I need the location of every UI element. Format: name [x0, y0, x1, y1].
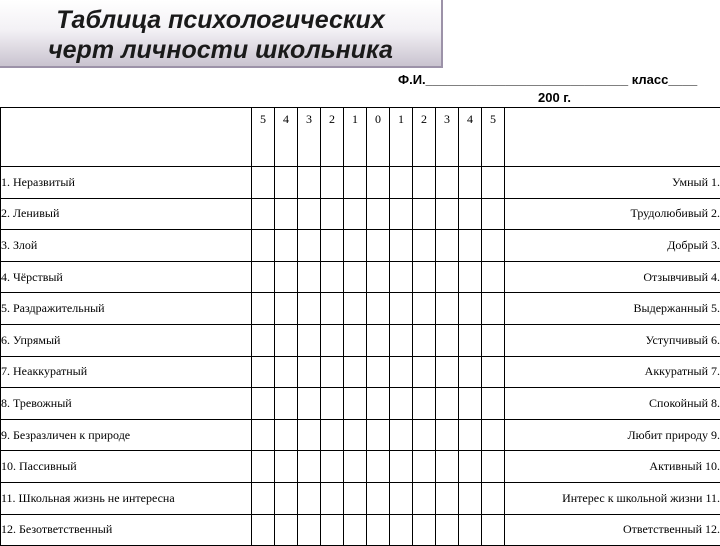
- rating-cell[interactable]: [321, 356, 344, 388]
- rating-cell[interactable]: [482, 230, 505, 262]
- rating-cell[interactable]: [390, 356, 413, 388]
- rating-cell[interactable]: [367, 293, 390, 325]
- rating-cell[interactable]: [482, 167, 505, 199]
- rating-cell[interactable]: [482, 451, 505, 483]
- rating-cell[interactable]: [321, 261, 344, 293]
- rating-cell[interactable]: [482, 261, 505, 293]
- rating-cell[interactable]: [298, 261, 321, 293]
- rating-cell[interactable]: [252, 356, 275, 388]
- rating-cell[interactable]: [367, 482, 390, 514]
- negative-trait-label: 1. Неразвитый: [1, 167, 252, 199]
- rating-cell[interactable]: [482, 388, 505, 420]
- rating-cell[interactable]: [436, 451, 459, 483]
- rating-cell[interactable]: [436, 230, 459, 262]
- rating-cell[interactable]: [275, 261, 298, 293]
- rating-cell[interactable]: [275, 167, 298, 199]
- trait-row: [1, 198, 720, 230]
- negative-trait-label: 5. Раздражительный: [1, 293, 252, 325]
- positive-trait-label: Ответственный 12.: [505, 514, 720, 546]
- rating-cell[interactable]: [344, 451, 367, 483]
- trait-row: [1, 230, 720, 262]
- rating-cell[interactable]: [436, 419, 459, 451]
- rating-cell[interactable]: [459, 388, 482, 420]
- rating-cell[interactable]: [252, 167, 275, 199]
- rating-cell[interactable]: [413, 482, 436, 514]
- trait-row: [1, 388, 720, 420]
- positive-trait-label: Любит природу 9.: [505, 419, 720, 451]
- rating-cell[interactable]: [252, 514, 275, 546]
- year-field: 200 г.: [538, 90, 571, 105]
- rating-cell[interactable]: [413, 451, 436, 483]
- positive-trait-label: Уступчивый 6.: [505, 324, 720, 356]
- rating-cell[interactable]: [459, 167, 482, 199]
- rating-cell[interactable]: [252, 293, 275, 325]
- rating-cell[interactable]: [344, 419, 367, 451]
- rating-cell[interactable]: [482, 514, 505, 546]
- negative-trait-label: 6. Упрямый: [1, 324, 252, 356]
- rating-cell[interactable]: [344, 167, 367, 199]
- scale-header-cell: 5: [482, 108, 505, 167]
- rating-cell[interactable]: [367, 419, 390, 451]
- rating-cell[interactable]: [367, 324, 390, 356]
- rating-cell[interactable]: [436, 167, 459, 199]
- rating-cell[interactable]: [482, 419, 505, 451]
- rating-cell[interactable]: [252, 388, 275, 420]
- title-banner: [0, 0, 443, 68]
- rating-cell[interactable]: [436, 261, 459, 293]
- rating-cell[interactable]: [367, 451, 390, 483]
- rating-cell[interactable]: [344, 514, 367, 546]
- positive-trait-label: Отзывчивый 4.: [505, 261, 720, 293]
- rating-cell[interactable]: [459, 514, 482, 546]
- rating-cell[interactable]: [413, 419, 436, 451]
- rating-cell[interactable]: [275, 230, 298, 262]
- rating-cell[interactable]: [436, 356, 459, 388]
- rating-cell[interactable]: [367, 261, 390, 293]
- trait-row: [1, 482, 720, 514]
- rating-cell[interactable]: [436, 293, 459, 325]
- rating-cell[interactable]: [275, 198, 298, 230]
- rating-cell[interactable]: [413, 293, 436, 325]
- rating-cell[interactable]: [413, 261, 436, 293]
- rating-cell[interactable]: [459, 356, 482, 388]
- title-line-1: Таблица психологических: [0, 5, 441, 35]
- rating-cell[interactable]: [367, 198, 390, 230]
- header-blank-right: [505, 108, 720, 167]
- rating-cell[interactable]: [367, 514, 390, 546]
- rating-cell[interactable]: [459, 198, 482, 230]
- rating-cell[interactable]: [482, 482, 505, 514]
- name-class-field: Ф.И.____________________________ класс____: [398, 72, 697, 87]
- negative-trait-label: 10. Пассивный: [1, 451, 252, 483]
- title-line-2: черт личности школьника: [0, 35, 441, 65]
- rating-cell[interactable]: [390, 324, 413, 356]
- rating-cell[interactable]: [298, 356, 321, 388]
- rating-cell[interactable]: [252, 324, 275, 356]
- rating-cell[interactable]: [321, 230, 344, 262]
- rating-cell[interactable]: [344, 324, 367, 356]
- rating-cell[interactable]: [367, 388, 390, 420]
- rating-cell[interactable]: [252, 482, 275, 514]
- rating-cell[interactable]: [482, 356, 505, 388]
- positive-trait-label: Умный 1.: [505, 167, 720, 199]
- rating-cell[interactable]: [367, 167, 390, 199]
- scale-header-cell: 4: [275, 108, 298, 167]
- rating-cell[interactable]: [321, 388, 344, 420]
- rating-cell[interactable]: [298, 482, 321, 514]
- rating-cell[interactable]: [459, 451, 482, 483]
- rating-cell[interactable]: [390, 482, 413, 514]
- rating-cell[interactable]: [321, 293, 344, 325]
- rating-cell[interactable]: [275, 388, 298, 420]
- rating-cell[interactable]: [275, 293, 298, 325]
- rating-cell[interactable]: [275, 356, 298, 388]
- negative-trait-label: 12. Безответственный: [1, 514, 252, 546]
- rating-cell[interactable]: [482, 324, 505, 356]
- rating-cell[interactable]: [321, 167, 344, 199]
- trait-row: [1, 293, 720, 325]
- rating-cell[interactable]: [344, 261, 367, 293]
- rating-cell[interactable]: [390, 451, 413, 483]
- trait-row: [1, 451, 720, 483]
- negative-trait-label: 11. Школьная жизнь не интересна: [1, 482, 252, 514]
- rating-cell[interactable]: [298, 198, 321, 230]
- rating-cell[interactable]: [413, 324, 436, 356]
- rating-cell[interactable]: [390, 198, 413, 230]
- rating-cell[interactable]: [436, 324, 459, 356]
- rating-cell[interactable]: [344, 198, 367, 230]
- rating-cell[interactable]: [298, 293, 321, 325]
- rating-cell[interactable]: [390, 388, 413, 420]
- positive-trait-label: Добрый 3.: [505, 230, 720, 262]
- rating-cell[interactable]: [390, 514, 413, 546]
- positive-trait-label: Аккуратный 7.: [505, 356, 720, 388]
- rating-cell[interactable]: [413, 167, 436, 199]
- scale-header-cell: 3: [436, 108, 459, 167]
- positive-trait-label: Трудолюбивый 2.: [505, 198, 720, 230]
- negative-trait-label: 4. Чёрствый: [1, 261, 252, 293]
- rating-cell[interactable]: [321, 419, 344, 451]
- rating-cell[interactable]: [459, 324, 482, 356]
- traits-table: [0, 107, 720, 546]
- scale-header-cell: 2: [321, 108, 344, 167]
- rating-cell[interactable]: [321, 514, 344, 546]
- rating-cell[interactable]: [413, 230, 436, 262]
- trait-row: [1, 324, 720, 356]
- rating-cell[interactable]: [321, 482, 344, 514]
- rating-cell[interactable]: [390, 293, 413, 325]
- negative-trait-label: 9. Безразличен к природе: [1, 419, 252, 451]
- rating-cell[interactable]: [459, 419, 482, 451]
- rating-cell[interactable]: [344, 356, 367, 388]
- rating-cell[interactable]: [252, 451, 275, 483]
- rating-cell[interactable]: [413, 198, 436, 230]
- rating-cell[interactable]: [321, 451, 344, 483]
- trait-row: [1, 356, 720, 388]
- rating-cell[interactable]: [459, 482, 482, 514]
- rating-cell[interactable]: [275, 514, 298, 546]
- header-blank-left: [1, 108, 252, 167]
- scale-header-cell: 5: [252, 108, 275, 167]
- rating-cell[interactable]: [413, 388, 436, 420]
- rating-cell[interactable]: [275, 482, 298, 514]
- rating-cell[interactable]: [436, 514, 459, 546]
- scale-header-cell: 2: [413, 108, 436, 167]
- rating-cell[interactable]: [436, 198, 459, 230]
- negative-trait-label: 8. Тревожный: [1, 388, 252, 420]
- rating-cell[interactable]: [275, 451, 298, 483]
- trait-row: [1, 167, 720, 199]
- negative-trait-label: 2. Ленивый: [1, 198, 252, 230]
- rating-cell[interactable]: [252, 261, 275, 293]
- rating-cell[interactable]: [298, 230, 321, 262]
- rating-cell[interactable]: [321, 324, 344, 356]
- rating-cell[interactable]: [298, 388, 321, 420]
- scale-header-row: [1, 108, 720, 167]
- rating-cell[interactable]: [252, 230, 275, 262]
- positive-trait-label: Активный 10.: [505, 451, 720, 483]
- scale-header-cell: 4: [459, 108, 482, 167]
- rating-cell[interactable]: [436, 388, 459, 420]
- rating-cell[interactable]: [459, 230, 482, 262]
- rating-cell[interactable]: [298, 324, 321, 356]
- rating-cell[interactable]: [436, 482, 459, 514]
- positive-trait-label: Выдержанный 5.: [505, 293, 720, 325]
- rating-cell[interactable]: [390, 230, 413, 262]
- scale-header-cell: 0: [367, 108, 390, 167]
- rating-cell[interactable]: [344, 482, 367, 514]
- rating-cell[interactable]: [367, 356, 390, 388]
- positive-trait-label: Интерес к школьной жизни 11.: [505, 482, 720, 514]
- scale-header-cell: 3: [298, 108, 321, 167]
- rating-cell[interactable]: [298, 451, 321, 483]
- rating-cell[interactable]: [252, 419, 275, 451]
- rating-cell[interactable]: [390, 419, 413, 451]
- rating-cell[interactable]: [298, 514, 321, 546]
- negative-trait-label: 7. Неаккуратный: [1, 356, 252, 388]
- scale-header-cell: 1: [390, 108, 413, 167]
- rating-cell[interactable]: [413, 514, 436, 546]
- rating-cell[interactable]: [344, 388, 367, 420]
- rating-cell[interactable]: [298, 167, 321, 199]
- rating-cell[interactable]: [459, 261, 482, 293]
- rating-cell[interactable]: [344, 293, 367, 325]
- trait-row: [1, 514, 720, 546]
- trait-row: [1, 419, 720, 451]
- rating-cell[interactable]: [275, 419, 298, 451]
- rating-cell[interactable]: [344, 230, 367, 262]
- trait-row: [1, 261, 720, 293]
- positive-trait-label: Спокойный 8.: [505, 388, 720, 420]
- rating-cell[interactable]: [275, 324, 298, 356]
- rating-cell[interactable]: [482, 293, 505, 325]
- rating-cell[interactable]: [459, 293, 482, 325]
- scale-header-cell: 1: [344, 108, 367, 167]
- rating-cell[interactable]: [482, 198, 505, 230]
- rating-cell[interactable]: [390, 261, 413, 293]
- rating-cell[interactable]: [390, 167, 413, 199]
- rating-cell[interactable]: [413, 356, 436, 388]
- rating-cell[interactable]: [367, 230, 390, 262]
- rating-cell[interactable]: [298, 419, 321, 451]
- rating-cell[interactable]: [252, 198, 275, 230]
- negative-trait-label: 3. Злой: [1, 230, 252, 262]
- rating-cell[interactable]: [321, 198, 344, 230]
